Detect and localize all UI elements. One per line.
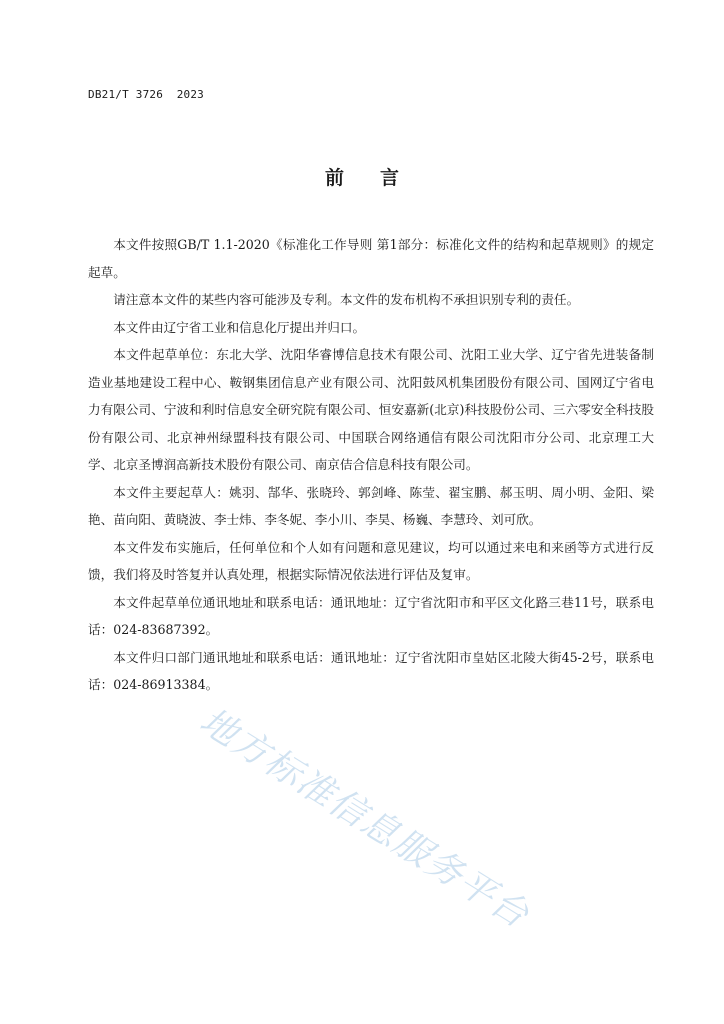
paragraph-authority-contact: 本文件归口部门通讯地址和联系电话：通讯地址：辽宁省沈阳市皇姑区北陵大街45-2号，联系电话：024-86913384。 [88, 649, 654, 692]
foreword-body [88, 231, 654, 699]
page-title [0, 163, 724, 190]
paragraph-patent-notice: 请注意本文件的某些内容可能涉及专利。本文件的发布机构不承担识别专利的责任。 [113, 292, 580, 307]
paragraph-drafters: 本文件主要起草人：姚羽、郜华、张晓玲、郭剑峰、陈莹、翟宝鹏、郝玉明、周小明、金阳、梁艳、苗向阳、黄晓波、李士炜、李冬妮、李小川、李昊、杨巍、李慧玲、刘可欣。 [88, 484, 654, 527]
paragraph-drafting-units: 本文件起草单位：东北大学、沈阳华睿博信息技术有限公司、沈阳工业大学、辽宁省先进装备制造业基地建设工程中心、鞍钢集团信息产业有限公司、沈阳鼓风机集团股份有限公司、国网辽宁省电力有限公司、宁波和利时信息安全研究院有限公司、恒安嘉新(北京)科技股份公司、三六零安全科技股份有限公司、北京神州绿盟科技有限公司、中国联合网络通信有限公司沈阳市分公司、北京理工大学、北京圣博润高新技术股份有限公司、南京佶合信息科技有限公司。 [88, 347, 654, 472]
paragraph-proposer: 本文件由辽宁省工业和信息化厅提出并归口。 [113, 319, 366, 335]
title-char-right: 言 [380, 167, 400, 189]
paragraph-drafting-rules: 本文件按照GB/T 1.1-2020《标准化工作导则 第1部分：标准化文件的结构和起草规则》的规定起草。 [88, 237, 654, 280]
paragraph-feedback: 本文件发布实施后，任何单位和个人如有问题和意见建议，均可以通过来电和来函等方式进行反馈，我们将及时答复并认真处理，根据实际情况依法进行评估及复审。 [88, 539, 654, 582]
watermark: 地方标准信息服务平台 [192, 700, 537, 937]
title-char-left: 前 [324, 167, 344, 189]
paragraph-drafting-unit-contact: 本文件起草单位通讯地址和联系电话：通讯地址：辽宁省沈阳市和平区文化路三巷11号，联系电话：024-83687392。 [88, 594, 654, 637]
document-code: DB21/T 3726 2023 [88, 88, 204, 101]
